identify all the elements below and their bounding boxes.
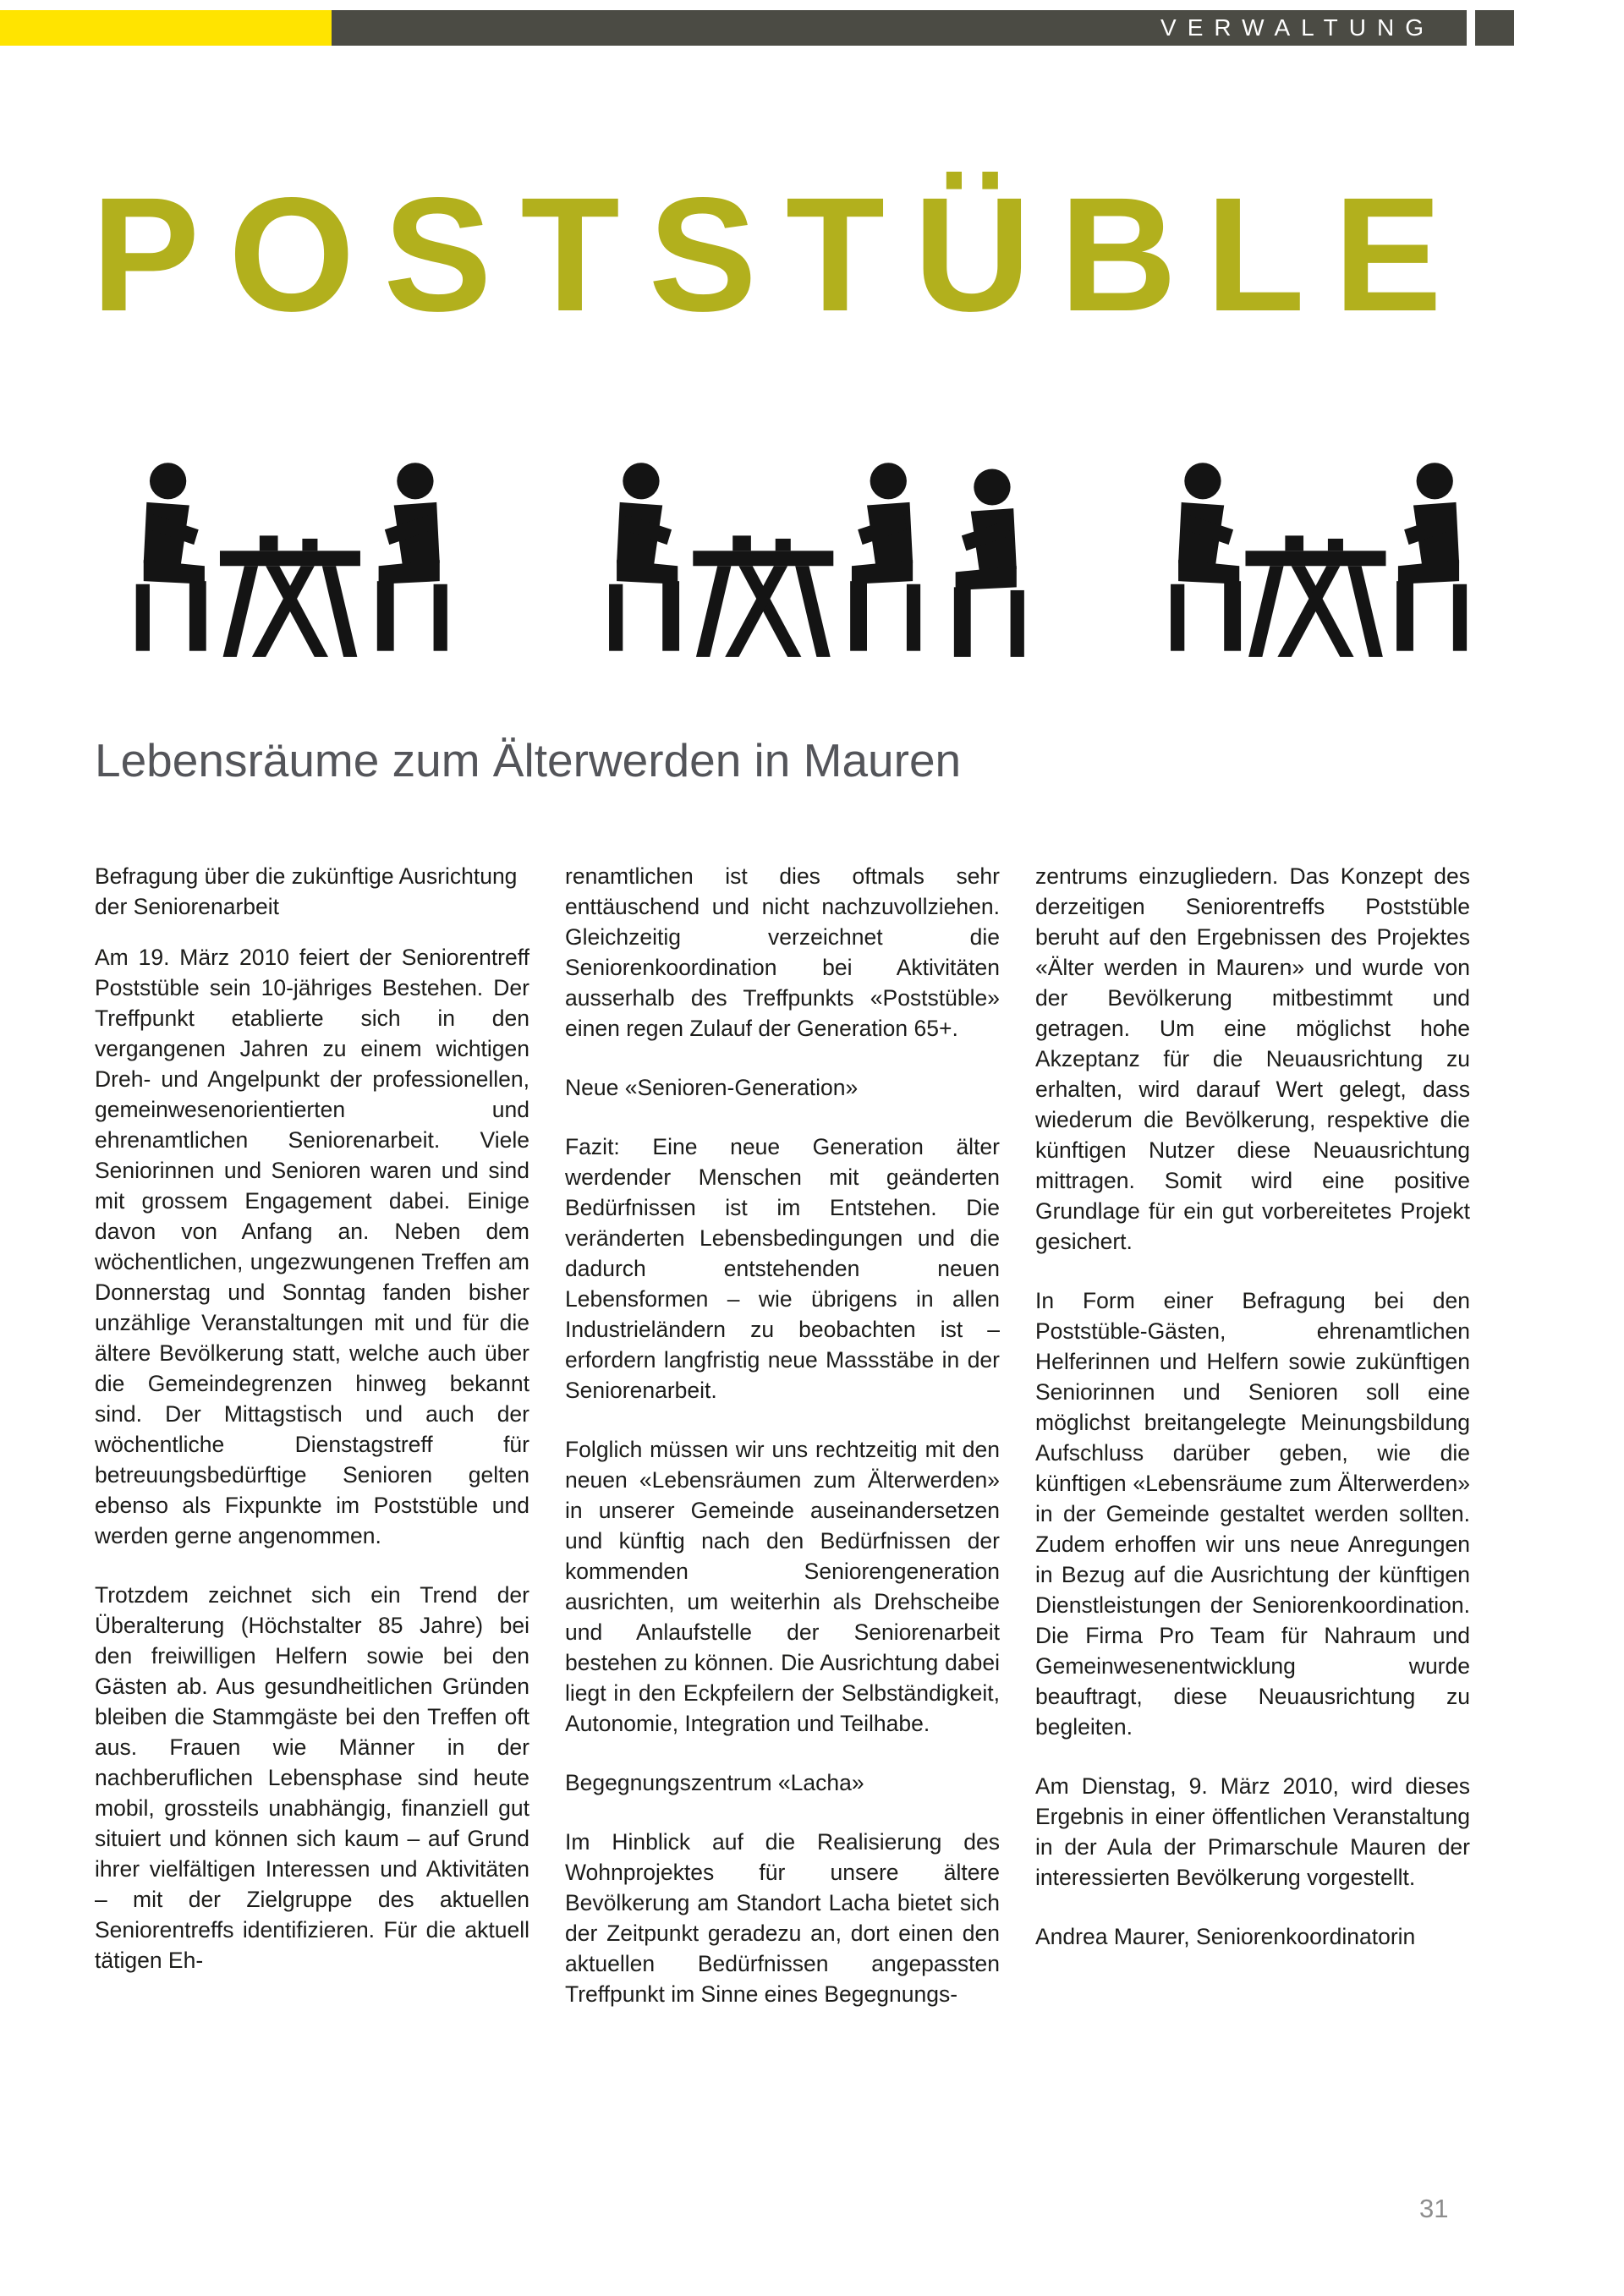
column-2: [565, 861, 1000, 2038]
header-bar: [0, 10, 1624, 46]
people-at-tables-illustration: [95, 436, 1499, 671]
page-number: 31: [1419, 2194, 1449, 2223]
paragraph: zentrums einzugliedern. Das Konzept des derzeitigen Seniorentreffs Poststüble beruht auf den Ergebnissen des Projektes «Älter werden in Mauren» und wurde von der Bevölkerung mitbestimmt und getragen. Um eine möglichst hohe Akzeptanz für die Neuausrichtung zu erhalten, wird darauf Wert gelegt, dass wiederum die Bevölkerung, respektive die künftigen Nutzer diese Neuausrichtung mittragen. Somit wird eine positive Grundlage für ein gut vorbereitetes Projekt gesichert.: [1035, 863, 1470, 1254]
subheading-senioren-generation: Neue «Senioren-Generation»: [565, 1075, 859, 1100]
paragraph: Im Hinblick auf die Realisierung des Wohnprojektes für unsere ältere Bevölkerung am Standort Lacha bietet sich der Zeitpunkt geradezu an, dort einen den aktuellen Bedürfnissen angepassten Treffpunkt im Sinne eines Begegnungs-: [565, 1829, 1000, 2007]
paragraph: Folglich müssen wir uns rechtzeitig mit den neuen «Lebensräumen zum Älterwerden» in unserer Gemeinde auseinandersetzen und künftig nach den Bedürfnissen der kommenden Seniorengeneration ausrichten, um weiterhin als Drehscheibe und Anlaufstelle der Seniorenarbeit bestehen zu können. Die Ausrichtung dabei liegt in den Eckpfeilern der Selbständigkeit, Autonomie, Integration und Teilhabe.: [565, 1437, 1000, 1736]
masthead-title: POSTSTÜBLE: [91, 163, 1471, 345]
section-label: VERWALTUNG: [1160, 14, 1435, 41]
paragraph: Am 19. März 2010 feiert der Seniorentreff Poststüble sein 10-jähriges Bestehen. Der Treffpunkt etablierte sich in den vergangenen Jahren zu einem wichtigen Dreh- und Angelpunkt der professionellen, gemeinwesenorientierten und ehrenamtlichen Seniorenarbeit. Viele Seniorinnen und Senioren waren und sind mit grossem Engagement dabei. Einige davon von Anfang an. Neben dem wöchentlichen, ungezwungenen Treffen am Donnerstag und Sonntag fanden bisher unzählige Veranstaltungen mit und für die ältere Bevölkerung statt, welche auch über die Gemeindegrenzen hinweg bekannt sind. Der Mittagstisch und auch der wöchentliche Dienstagstreff für betreuungsbedürftige Senioren gelten ebenso als Fixpunkte im Poststüble und werden gerne angenommen.: [95, 945, 529, 1548]
byline: Andrea Maurer, Seniorenkoordinatorin: [1035, 1924, 1416, 1949]
column-3: [1035, 861, 1470, 2038]
yellow-accent-bar: [0, 10, 332, 46]
intro-heading: Befragung über die zukünftige Ausrichtung der Seniorenarbeit: [95, 863, 518, 919]
paragraph: Fazit: Eine neue Generation älter werdender Menschen mit geänderten Bedürfnissen ist im Entstehen. Die veränderten Lebensbedingungen und die dadurch entstehenden neuen Lebensformen – wie übrigens in allen Industrieländern zu beobachten ist – erfordern langfristig neue Massstäbe in der Seniorenarbeit.: [565, 1134, 1000, 1403]
paragraph: renamtlichen ist dies oftmals sehr enttäuschend und nicht nachzuvollziehen. Gleichzeitig verzeichnet die Seniorenkoordination bei Aktivitäten ausserhalb des Treffpunkts «Poststüble» einen regen Zulauf der Generation 65+.: [565, 863, 1000, 1041]
article-body: [95, 861, 1470, 2038]
people-pictogram-svg: [95, 436, 1499, 671]
paragraph: Trotzdem zeichnet sich ein Trend der Überalterung (Höchstalter 85 Jahre) bei den freiwilligen Helfern sowie bei den Gästen ab. Aus gesundheitlichen Gründen bleiben die Stammgäste bei den Treffen oft aus. Frauen wie Männer in der nachberuflichen Lebensphase sind heute mobil, grossteils unabhängig, finanziell gut situiert und können sich kaum – auf Grund ihrer vielfältigen Interessen und Aktivitäten – mit der Zielgruppe des aktuellen Seniorentreffs identifizieren. Für die aktuell tätigen Eh-: [95, 1582, 529, 1973]
column-1: [95, 861, 529, 2038]
paragraph: In Form einer Befragung bei den Poststüble-Gästen, ehrenamtlichen Helferinnen und Helfern sowie zukünftigen Seniorinnen und Senioren soll eine möglichst breitangelegte Meinungsbildung Aufschluss darüber geben, wie die künftigen «Lebensräume zum Älterwerden» in der Gemeinde gestaltet werden sollten. Zudem erhoffen wir uns neue Anregungen in Bezug auf die Ausrichtung der künftigen Dienstleistungen der Seniorenkoordination. Die Firma Pro Team für Nahraum und Gemeinwesenentwicklung wurde beauftragt, diese Neuausrichtung zu begleiten.: [1035, 1288, 1470, 1740]
article-headline: Lebensräume zum Älterwerden in Mauren: [95, 734, 962, 786]
corner-block: [1475, 10, 1514, 46]
section-bar: [332, 10, 1467, 46]
subheading-begegnungszentrum-lacha: Begegnungszentrum «Lacha»: [565, 1770, 864, 1795]
paragraph: Am Dienstag, 9. März 2010, wird dieses Ergebnis in einer öffentlichen Veranstaltung in der Aula der Primarschule Mauren der interessierten Bevölkerung vorgestellt.: [1035, 1773, 1470, 1890]
